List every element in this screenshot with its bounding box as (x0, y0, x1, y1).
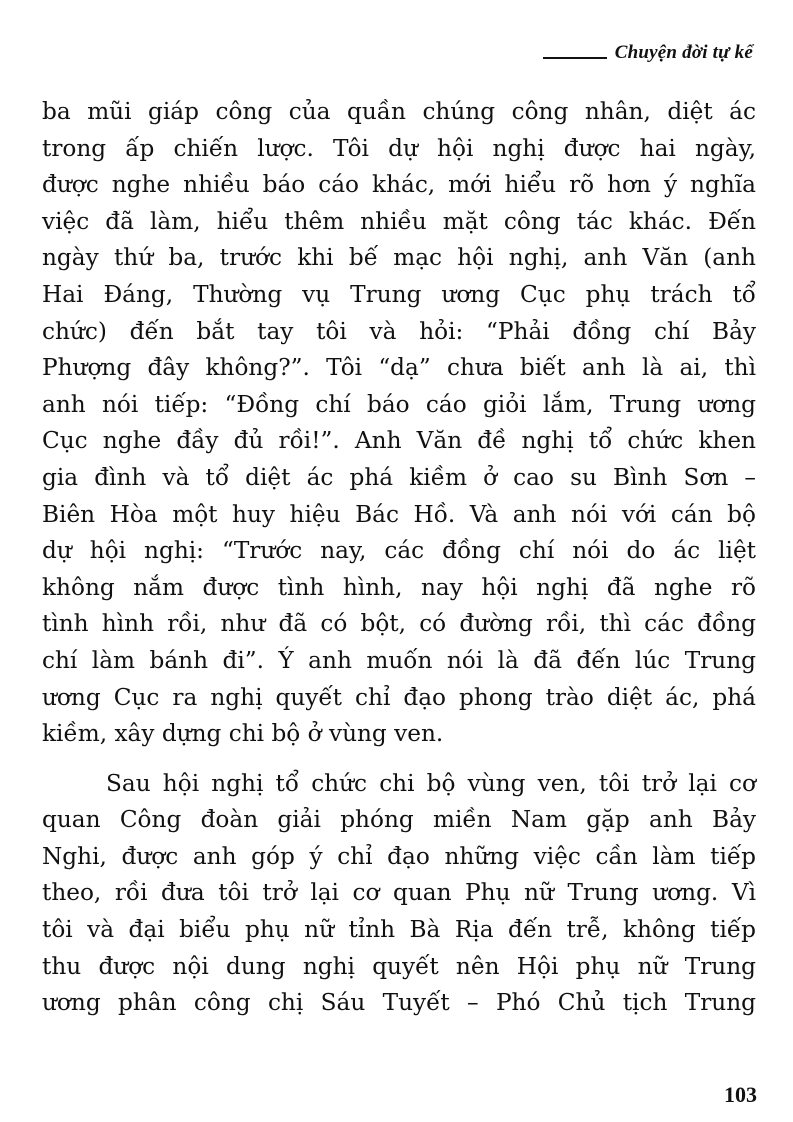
running-title: Chuyện đời tự kể (614, 42, 753, 63)
text-line: chí làm bánh đi”. Ý anh muốn nói là đã đến lúc Trung (42, 646, 756, 674)
paragraph-2 (42, 766, 756, 1022)
text-line: Biên Hòa một huy hiệu Bác Hồ. Và anh nói với cán bộ (42, 500, 756, 528)
text-line: anh nói tiếp: “Đồng chí báo cáo giỏi lắm, Trung ương (42, 390, 756, 418)
text-line: thu được nội dung nghị quyết nên Hội phụ nữ Trung (42, 952, 756, 980)
text-line: được nghe nhiều báo cáo khác, mới hiểu rõ hơn ý nghĩa (42, 171, 756, 199)
text-line: việc đã làm, hiểu thêm nhiều mặt công tác khác. Đến (42, 207, 756, 235)
text-line: gia đình và tổ diệt ác phá kiềm ở cao su Bình Sơn – (42, 463, 756, 491)
text-line: Hai Đáng, Thường vụ Trung ương Cục phụ trách tổ (42, 280, 756, 308)
header-rule (543, 57, 607, 59)
text-line: Nghi, được anh góp ý chỉ đạo những việc cần làm tiếp (42, 842, 756, 870)
page-body-text (42, 94, 756, 1022)
text-line: tình hình rồi, như đã có bột, có đường rồi, thì các đồng (42, 610, 756, 638)
page-number: 103 (724, 1082, 757, 1107)
text-line: Sau hội nghị tổ chức chi bộ vùng ven, tôi trở lại cơ (106, 769, 756, 797)
text-line: theo, rồi đưa tôi trở lại cơ quan Phụ nữ Trung ương. Vì (42, 879, 756, 907)
text-line: dự hội nghị: “Trước nay, các đồng chí nói do ác liệt (42, 537, 756, 565)
text-line: Cục nghe đầy đủ rồi!”. Anh Văn đề nghị tổ chức khen (42, 427, 756, 455)
text-line: Phượng đây không?”. Tôi “dạ” chưa biết anh là ai, thì (42, 354, 756, 382)
text-line: ương phân công chị Sáu Tuyết – Phó Chủ tịch Trung (42, 989, 756, 1017)
text-line: kiềm, xây dựng chi bộ ở vùng ven. (42, 720, 444, 748)
text-line: quan Công đoàn giải phóng miền Nam gặp anh Bảy (42, 806, 756, 834)
text-line: ba mũi giáp công của quần chúng công nhân, diệt ác (42, 98, 756, 125)
text-line: ương Cục ra nghị quyết chỉ đạo phong trào diệt ác, phá (42, 683, 756, 711)
text-line: tôi và đại biểu phụ nữ tỉnh Bà Rịa đến trễ, không tiếp (42, 916, 756, 944)
text-line: ngày thứ ba, trước khi bế mạc hội nghị, anh Văn (anh (42, 244, 756, 272)
text-line: không nắm được tình hình, nay hội nghị đã nghe rõ (42, 573, 756, 601)
text-line: trong ấp chiến lược. Tôi dự hội nghị được hai ngày, (42, 134, 756, 162)
text-line: chức) đến bắt tay tôi và hỏi: “Phải đồng chí Bảy (42, 317, 756, 345)
running-header (543, 42, 753, 64)
paragraph-1 (42, 94, 756, 753)
